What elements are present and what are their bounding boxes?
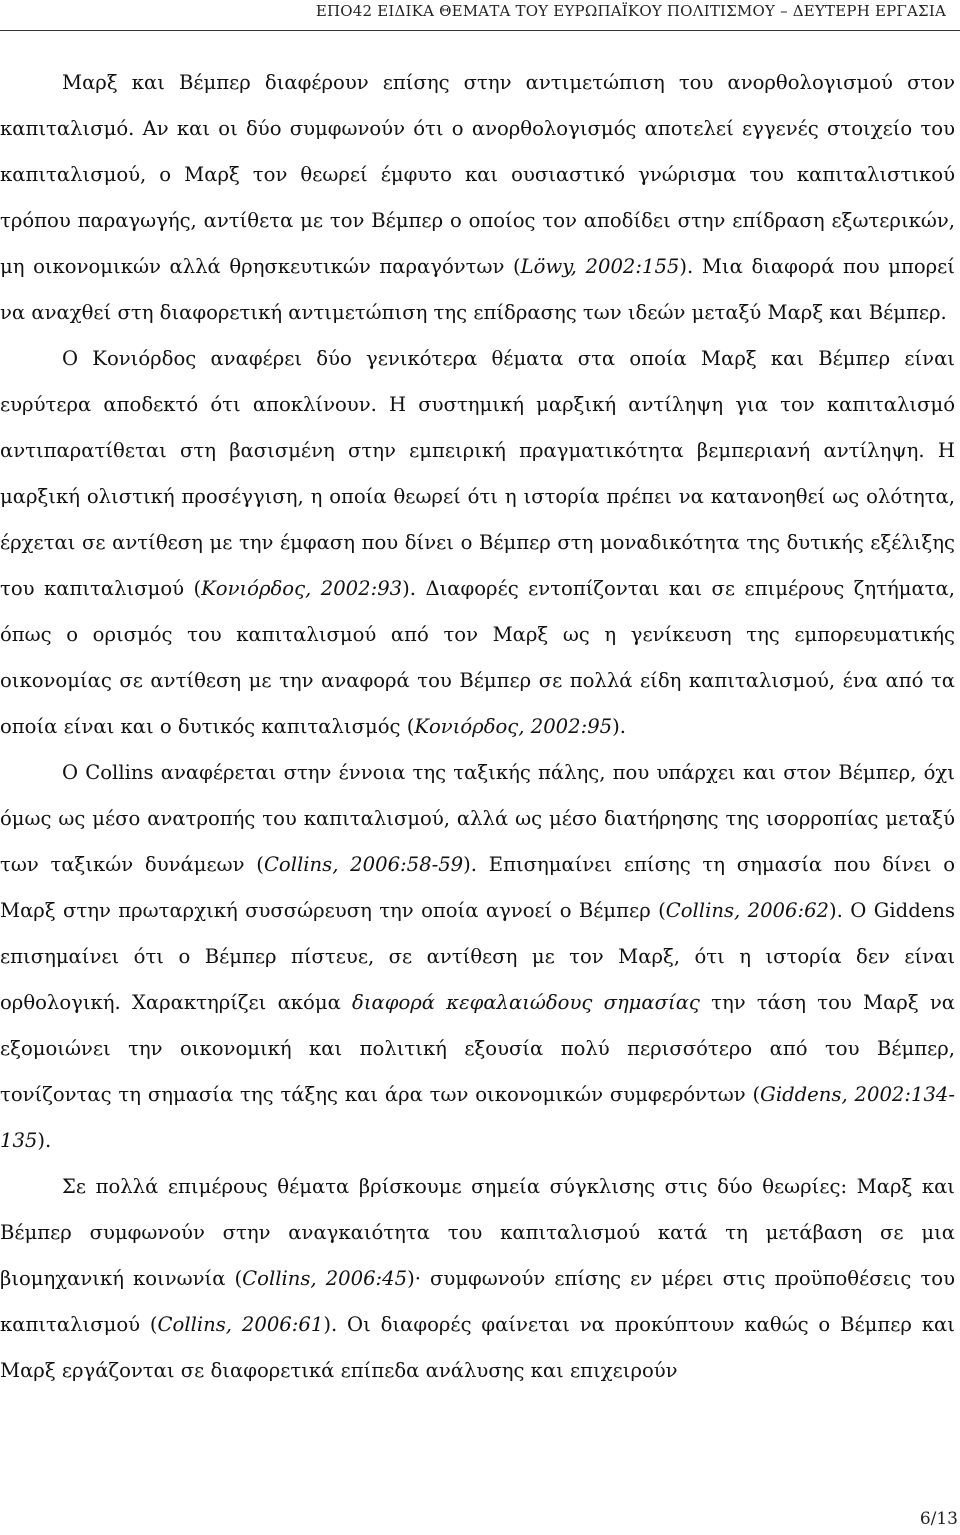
paragraph-text: ). Οι διαφορές φαίνεται να προκύπτουν καθώς ο Βέμπερ και Μαρξ εργάζονται σε διαφορετικά επίπεδα ανάλυσης και επιχειρούν: [0, 1313, 955, 1382]
paragraph-4: [0, 1164, 955, 1394]
paragraph-text: Μαρξ και Βέμπερ διαφέρουν επίσης στην αντιμετώπιση του ανορθολογισμού στον καπιταλισμό. Αν και οι δύο συμφωνούν ότι ο ανορθολογισμός αποτελεί εγγενές στοιχείο του καπιταλισμού, ο Μαρξ τον θεωρεί έμφυτο και ουσιαστικό γνώρισμα του καπιταλιστικού τρόπου παραγωγής, αντίθετα με τον Βέμπερ ο οποίος τον αποδίδει στην επίδραση εξωτερικών, μη οικονομικών αλλά θρησκευτικών παραγόντων (: [0, 71, 955, 278]
running-header: ΕΠΟ42 ΕΙΔΙΚΑ ΘΕΜΑΤΑ ΤΟΥ ΕΥΡΩΠΑΪΚΟΥ ΠΟΛΙΤΙΣΜΟΥ – ΔΕΥΤΕΡΗ ΕΡΓΑΣΙΑ: [315, 2, 946, 20]
citation-text: Collins, 2006:61: [157, 1313, 324, 1336]
paragraph-text: Ο Collins αναφέρεται στην έννοια της ταξικής πάλης, που υπάρχει και στον Βέμπερ, όχι όμως ως μέσο ανατροπής του καπιταλισμού, αλλά ως μέσο διατήρησης της ισορροπίας μεταξύ των ταξικών δυνάμεων (: [0, 761, 955, 876]
header-rule: [0, 30, 960, 31]
paragraph-text: ).: [37, 1129, 52, 1152]
paragraph-1: [0, 60, 955, 336]
citation-text: Collins, 2006:45: [242, 1267, 408, 1290]
paragraph-text: ). Επισημαίνει επίσης τη σημασία που δίνει ο Μαρξ στην πρωταρχική συσσώρευση την οποία αγνοεί ο Βέμπερ (: [0, 853, 955, 922]
paragraph-text: )· συμφωνούν επίσης εν μέρει στις προϋποθέσεις του καπιταλισμού (: [0, 1267, 955, 1336]
citation-text: Collins, 2006:58-59: [263, 853, 464, 876]
paragraph-text: ). Διαφορές εντοπίζονται και σε επιμέρους ζητήματα, όπως ο ορισμός του καπιταλισμού από τον Μαρξ ως η γενίκευση της εμπορευματικής οικονομίας σε αντίθεση με την αναφορά του Βέμπερ σε πολλά είδη καπιταλισμού, ένα από τα οποία είναι και ο δυτικός καπιταλισμός (: [0, 577, 955, 738]
citation-text: Löwy, 2002:155: [520, 255, 680, 278]
paragraph-3: [0, 750, 955, 1164]
citation-text: Κονιόρδος, 2002:93: [201, 577, 403, 600]
paragraph-text: ).: [612, 715, 626, 738]
paragraph-2: [0, 336, 955, 750]
paragraph-text: ). Μια διαφορά που μπορεί να αναχθεί στη διαφορετική αντιμετώπιση της επίδρασης των ιδεών μεταξύ Μαρξ και Βέμπερ.: [0, 255, 955, 324]
paragraph-text: την τάση του Μαρξ να εξομοιώνει την οικονομική και πολιτική εξουσία πολύ περισσότερο από του Βέμπερ, τονίζοντας τη σημασία της τάξης και άρα των οικονομικών συμφερόντων (: [0, 991, 955, 1106]
paragraph-text: ). Ο Giddens επισημαίνει ότι ο Βέμπερ πίστευε, σε αντίθεση με τον Μαρξ, ότι η ιστορία δεν είναι ορθολογική. Χαρακτηρίζει ακόμα: [0, 899, 956, 1014]
citation-text: Κονιόρδος, 2002:95: [414, 715, 613, 738]
citation-text: διαφορά κεφαλαιώδους σημασίας: [352, 991, 700, 1014]
body-text: [0, 60, 955, 1394]
citation-text: Giddens, 2002:134-135: [0, 1083, 955, 1152]
paragraph-text: Σε πολλά επιμέρους θέματα βρίσκουμε σημεία σύγκλισης στις δύο θεωρίες: Μαρξ και Βέμπερ συμφωνούν στην αναγκαιότητα του καπιταλισμού κατά τη μετάβαση σε μια βιομηχανική κοινωνία (: [0, 1175, 955, 1290]
paragraph-text: Ο Κονιόρδος αναφέρει δύο γενικότερα θέματα στα οποία Μαρξ και Βέμπερ είναι ευρύτερα αποδεκτό ότι αποκλίνουν. Η συστημική μαρξική αντίληψη για τον καπιταλισμό αντιπαρατίθεται στη βασισμένη στην εμπειρική πραγματικότητα βεμπεριανή αντίληψη. Η μαρξική ολιστική προσέγγιση, η οποία θεωρεί ότι η ιστορία πρέπει να κατανοηθεί ως ολότητα, έρχεται σε αντίθεση με την έμφαση που δίνει ο Βέμπερ στη μοναδικότητα της δυτικής εξέλιξης του καπιταλισμού (: [0, 347, 955, 600]
citation-text: Collins, 2006:62: [665, 899, 830, 922]
page-number: 6/13: [919, 1509, 958, 1529]
